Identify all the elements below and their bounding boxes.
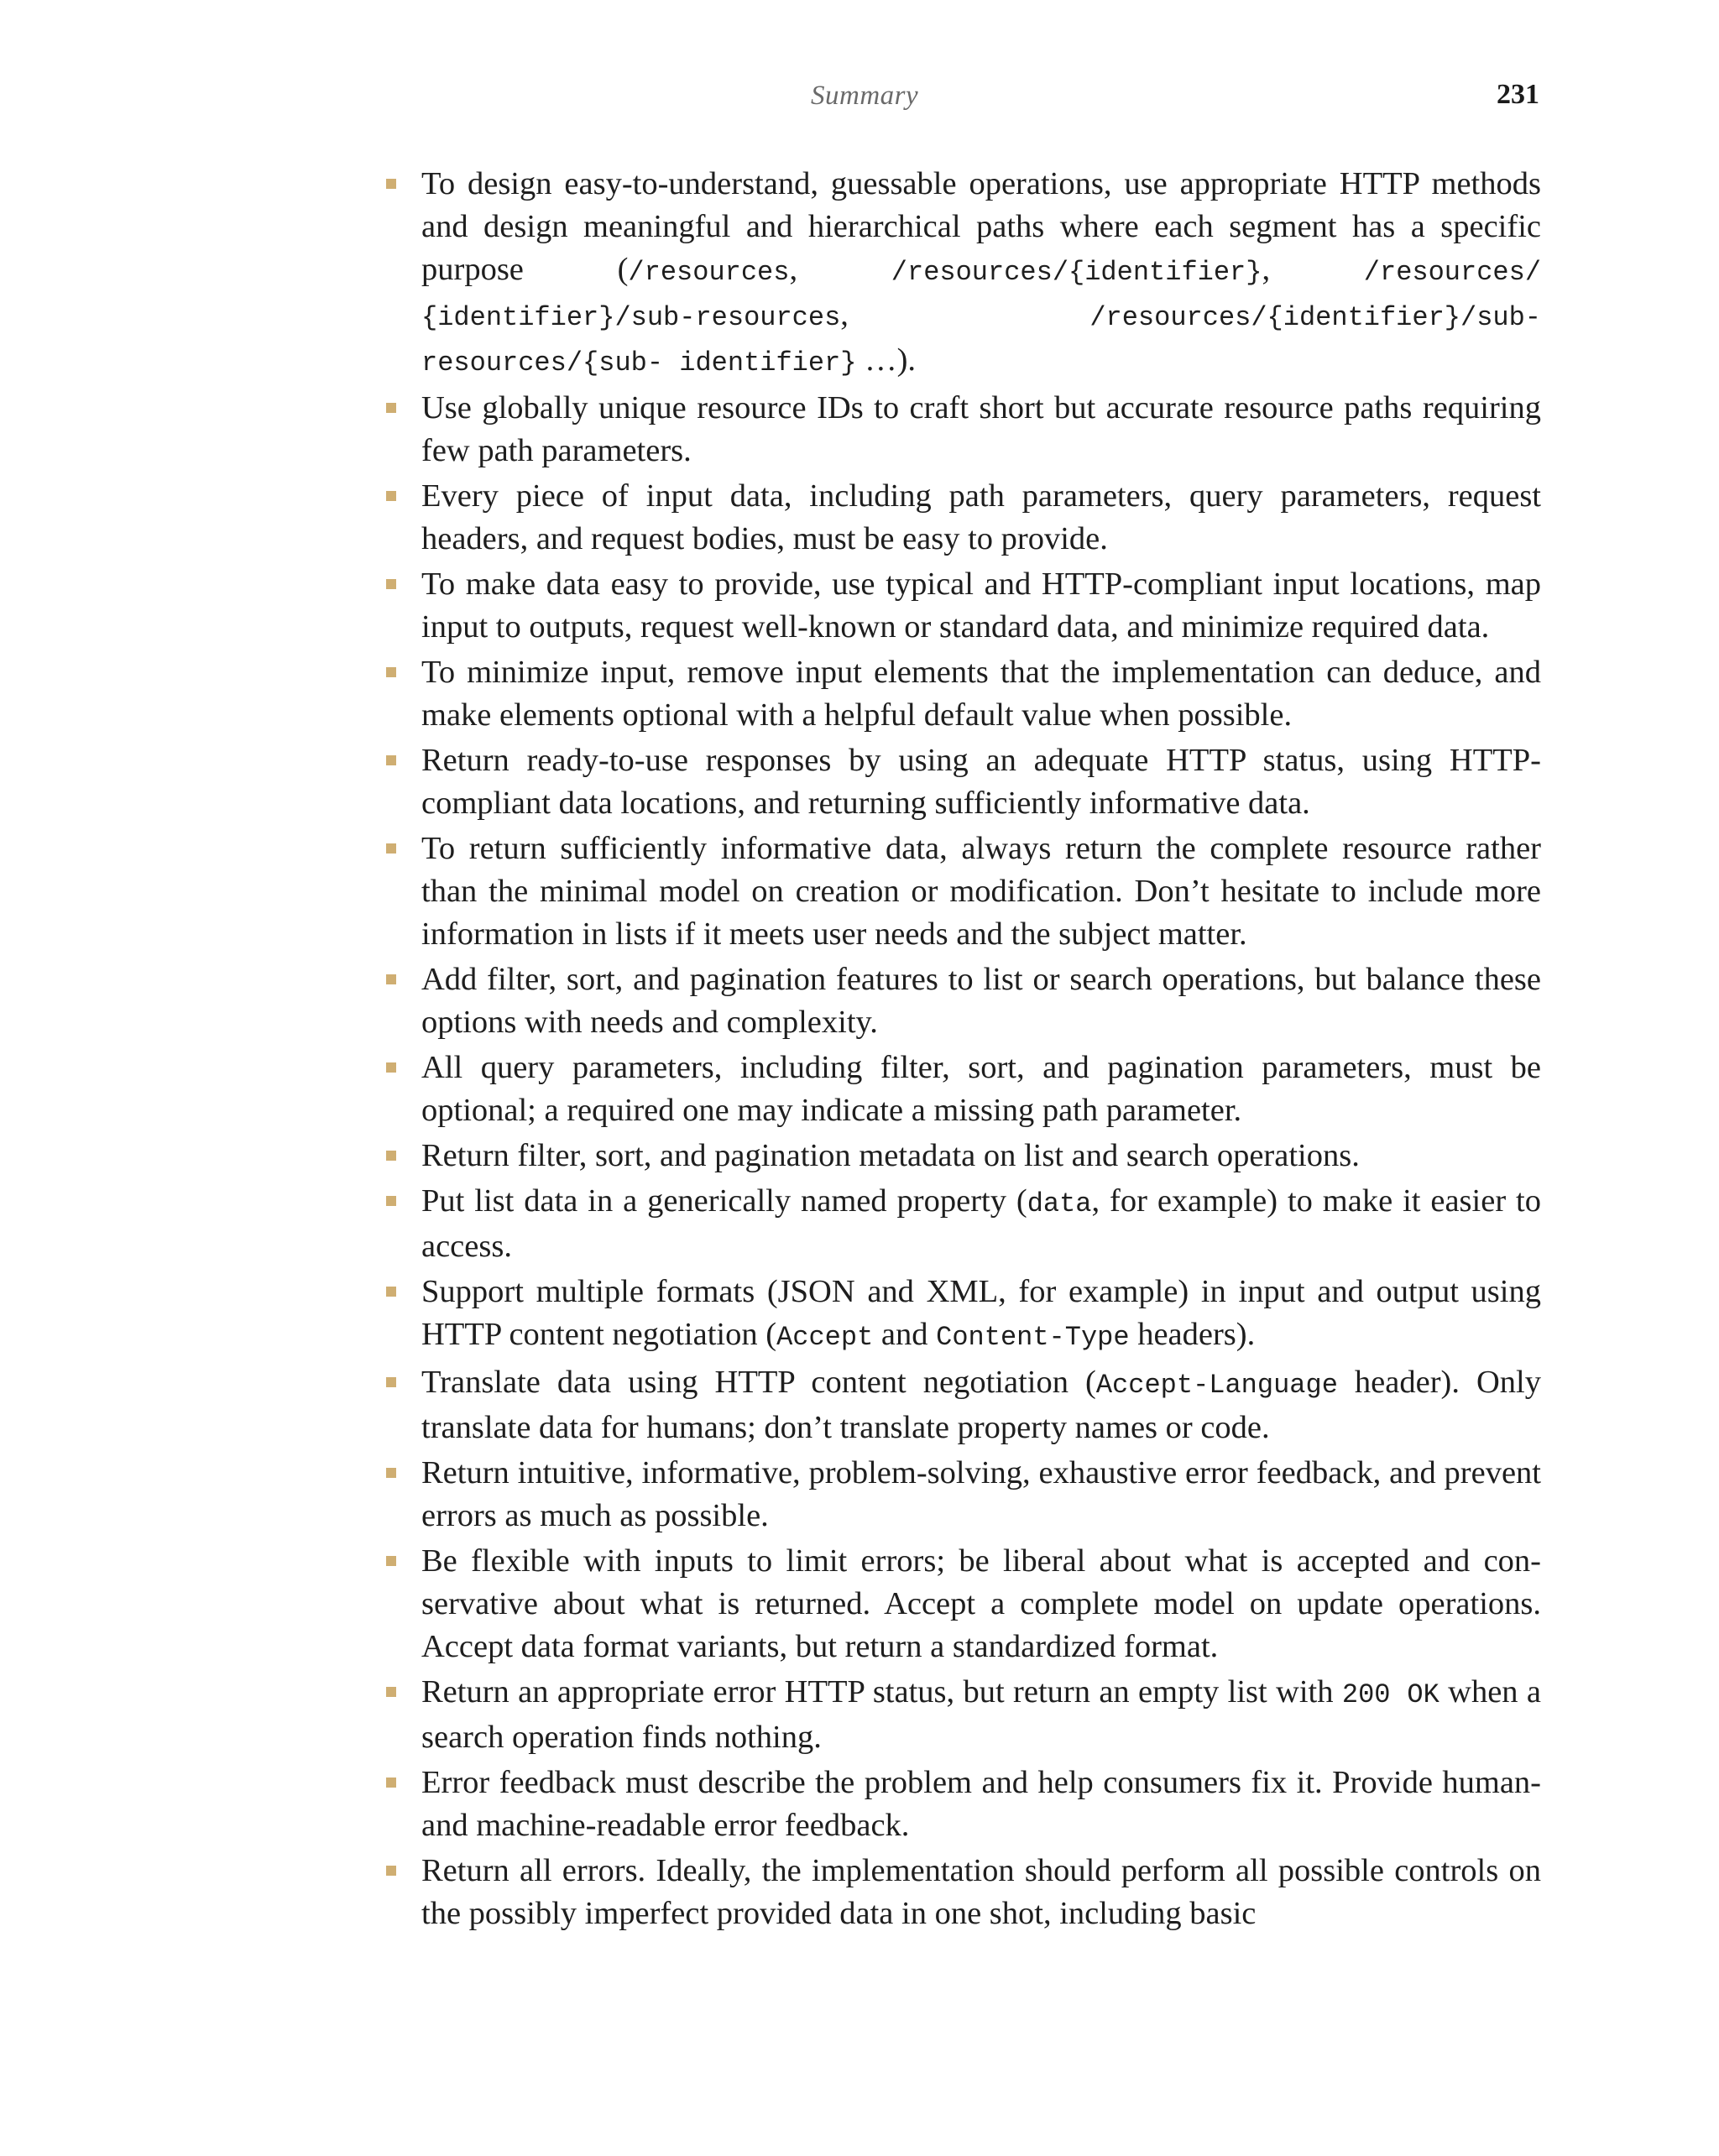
text-run: All query parameters, including filter, sort, and pagination parameters, must be optional; a required one may indicate a missing path parameter. [421,1050,1541,1128]
text-run: Put list data in a generically named property ( [421,1183,1027,1219]
inline-code: Accept-Language [1095,1370,1338,1401]
square-bullet-icon [386,667,396,677]
summary-bullet-list [386,163,1541,1938]
bullet-item [386,827,1541,956]
inline-code: /resources/ {identifier}/sub-resources [421,257,1542,333]
bullet-item [386,1762,1541,1847]
inline-code: Accept [776,1322,874,1353]
text-run: Return ready-to-use responses by using an adequate HTTP status, using HTTP-compliant data locations, and returning sufficiently informative data. [421,743,1541,821]
bullet-item [386,1361,1541,1449]
bullet-text [421,1274,1541,1352]
inline-code: data [1027,1188,1092,1219]
inline-code: /resources/{identifier}/sub-resources/{sub- identifier} [421,302,1541,378]
section-title: Summary [811,81,919,111]
square-bullet-icon [386,1062,396,1073]
text-run: Use globally unique resource IDs to craft short but accurate resource paths requiring few path parameters. [421,390,1541,468]
bullet-item [386,563,1541,649]
text-run: , [840,297,1090,332]
square-bullet-icon [386,843,396,854]
square-bullet-icon [386,1778,396,1788]
square-bullet-icon [386,1151,396,1161]
square-bullet-icon [386,755,396,765]
bullet-item [386,163,1541,384]
inline-code: /resources/{identifier} [891,257,1262,288]
bullet-item [386,958,1541,1044]
square-bullet-icon [386,1866,396,1876]
bullet-text [421,1365,1541,1445]
square-bullet-icon [386,579,396,589]
square-bullet-icon [386,491,396,501]
bullet-text [421,1543,1541,1664]
text-run: when a search operation finds nothing. [421,1674,1542,1755]
bullet-text [421,1853,1541,1931]
square-bullet-icon [386,974,396,984]
text-run: headers). [1129,1317,1256,1352]
text-run: Support multiple formats (JSON and XML, for example) in input and output using HTTP content negotiation ( [421,1274,1541,1352]
bullet-text [421,1674,1541,1755]
bullet-item [386,387,1541,472]
bullet-text [421,831,1541,952]
bullet-text [421,1765,1541,1843]
bullet-text [421,390,1541,468]
text-run: , [1262,252,1364,287]
bullet-text [421,1455,1541,1533]
square-bullet-icon [386,1556,396,1566]
bullet-text [421,655,1541,733]
text-run: , for example) to make it easier to access. [421,1183,1541,1264]
text-run: Error feedback must describe the problem and help consumers fix it. Provide human- and machine-readable error feedback. [421,1765,1541,1843]
bullet-item [386,475,1541,561]
bullet-item [386,1452,1541,1537]
bullet-item [386,1135,1541,1177]
square-bullet-icon [386,179,396,189]
text-run: To minimize input, remove input elements that the implementation can deduce, and make elements optional with a helpful default value when possible. [421,655,1541,733]
bullet-text [421,566,1541,645]
bullet-text [421,1050,1541,1128]
bullet-item [386,1271,1541,1359]
text-run: …). [856,342,917,378]
square-bullet-icon [386,1287,396,1297]
text-run: , [789,252,891,287]
bullet-text [421,1138,1360,1173]
text-run: Return intuitive, informative, problem-solving, exhaustive error feedback, and prevent errors as much as possible. [421,1455,1541,1533]
square-bullet-icon [386,1377,396,1387]
inline-code: 200 OK [1341,1679,1439,1710]
bullet-item [386,651,1541,737]
text-run: To make data easy to provide, use typical and HTTP-compliant input locations, map input to outputs, request well-known or standard data, and minimize required data. [421,566,1541,645]
text-run: header). Only translate data for humans; don’t translate property names or code. [421,1365,1541,1445]
text-run: Return an appropriate error HTTP status, but return an empty list with [421,1674,1342,1710]
bullet-item [386,1047,1541,1132]
text-run: Be flexible with inputs to limit errors; be liberal about what is accepted and conservative about what is returned. Accept a complete model on update operations. Accept data format variants, but return a standardized format. [421,1543,1541,1664]
square-bullet-icon [386,403,396,413]
text-run: Every piece of input data, including path parameters, query parameters, request headers, and request bodies, must be easy to provide. [421,478,1541,556]
square-bullet-icon [386,1468,396,1478]
bullet-item [386,1850,1541,1935]
bullet-text [421,478,1541,556]
bullet-item [386,1180,1541,1268]
bullet-text [421,166,1541,378]
bullet-item [386,1671,1541,1759]
text-run: Return all errors. Ideally, the implementation should perform all possible controls on the possibly imperfect provided data in one shot, including basic [421,1853,1541,1931]
bullet-text [421,962,1541,1040]
bullet-text [421,743,1541,821]
bullet-item [386,1540,1541,1668]
square-bullet-icon [386,1687,396,1697]
inline-code: /resources [628,257,790,288]
page-number: 231 [1497,79,1539,110]
running-head [0,81,1719,117]
inline-code: Content-Type [936,1322,1130,1353]
text-run: Return filter, sort, and pagination metadata on list and search operations. [421,1138,1360,1173]
text-run: Add filter, sort, and pagination features to list or search operations, but balance these options with needs and complexity. [421,962,1541,1040]
bullet-item [386,739,1541,825]
square-bullet-icon [386,1196,396,1206]
text-run: and [873,1317,937,1352]
bullet-text [421,1183,1541,1264]
text-run: To design easy-to-understand, guessable operations, use appropriate HTTP methods and design meaningful and hierarchical paths where each segment has a specific purpose ( [421,166,1541,287]
text-run: To return sufficiently informative data, always return the complete resource rather than the minimal model on creation or modification. Don’t hesitate to include more information in lists if it meets user needs and the subject matter. [421,831,1541,952]
text-run: Translate data using HTTP content negotiation ( [421,1365,1096,1400]
